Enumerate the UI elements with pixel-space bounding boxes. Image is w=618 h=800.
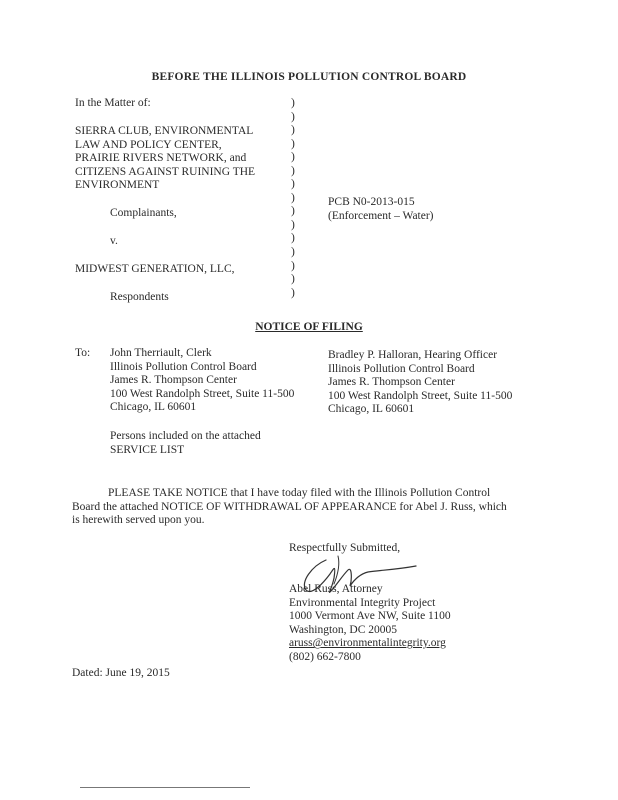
recipient-hearing-officer [328, 349, 512, 417]
complainant-line: PRAIRIE RIVERS NETWORK, and [75, 152, 247, 165]
complainants-label: Complainants, [110, 207, 177, 219]
paren: ) [291, 191, 295, 204]
recipient-line: 100 West Randolph Street, Suite 11-500 [328, 389, 513, 402]
caption-parentheses [291, 97, 295, 300]
complainant-line: SIERRA CLUB, ENVIRONMENTAL [75, 125, 254, 137]
notice-title: NOTICE OF FILING [255, 321, 363, 333]
attorney-name: Abel Russ, Attorney [289, 583, 383, 595]
body-line: Board the attached NOTICE OF WITHDRAWAL OF APPEARANCE for Abel J. Russ, which [72, 500, 507, 513]
body-line: PLEASE TAKE NOTICE that I have today filed with the Illinois Pollution Control [108, 487, 491, 499]
complainant-line: LAW AND POLICY CENTER, [75, 138, 222, 151]
paren: ) [291, 232, 295, 245]
address-line: 1000 Vermont Ave NW, Suite 1100 [289, 610, 451, 623]
email-link[interactable]: aruss@environmentalintegrity.org [289, 637, 446, 650]
paren: ) [291, 178, 295, 191]
footer-divider [80, 787, 250, 788]
in-the-matter-label: In the Matter of: [75, 97, 151, 109]
paren: ) [291, 137, 295, 150]
complainant-line: CITIZENS AGAINST RUINING THE [75, 165, 256, 178]
paren: ) [291, 273, 295, 286]
closing: Respectfully Submitted, [289, 542, 401, 554]
phone: (802) 662-7800 [289, 650, 361, 663]
signature-block [289, 583, 451, 665]
recipient-line: Chicago, IL 60601 [328, 403, 415, 416]
paren: ) [291, 97, 295, 109]
recipient-line: James R. Thompson Center [328, 376, 455, 389]
paren: ) [291, 246, 295, 259]
paren: ) [291, 259, 295, 272]
respondents-label: Respondents [110, 291, 169, 303]
paren: ) [291, 164, 295, 177]
paren: ) [291, 218, 295, 231]
case-number: PCB N0-2013-015 [328, 196, 415, 208]
recipient-line: James R. Thompson Center [110, 374, 237, 387]
respondent-name: MIDWEST GENERATION, LLC, [75, 263, 235, 275]
recipient-line: Illinois Pollution Control Board [328, 362, 475, 375]
recipient-line: Illinois Pollution Control Board [110, 360, 257, 373]
complainant-names [75, 125, 255, 193]
recipient-line: 100 West Randolph Street, Suite 11-500 [110, 387, 295, 400]
document-heading: BEFORE THE ILLINOIS POLLUTION CONTROL BOARD [151, 71, 467, 83]
paren: ) [291, 205, 295, 218]
to-label: To: [75, 347, 91, 359]
service-line: Persons included on the attached [110, 430, 261, 442]
paren: ) [291, 110, 295, 123]
address-line: Washington, DC 20005 [289, 623, 398, 636]
recipient-line: Bradley P. Halloran, Hearing Officer [328, 349, 498, 361]
complainant-line: ENVIRONMENT [75, 179, 160, 192]
recipient-clerk [110, 347, 294, 415]
recipient-line: Chicago, IL 60601 [110, 401, 197, 414]
paren: ) [291, 286, 295, 299]
paren: ) [291, 151, 295, 164]
body-line: is herewith served upon you. [72, 514, 205, 526]
organization: Environmental Integrity Project [289, 596, 436, 609]
paren: ) [291, 124, 295, 137]
dated-line: Dated: June 19, 2015 [72, 667, 170, 679]
case-type: (Enforcement – Water) [328, 210, 434, 222]
service-line: SERVICE LIST [110, 443, 185, 456]
service-list-note [110, 430, 261, 457]
recipient-line: John Therriault, Clerk [110, 347, 212, 359]
notice-body [72, 487, 542, 528]
versus-label: v. [110, 235, 118, 247]
